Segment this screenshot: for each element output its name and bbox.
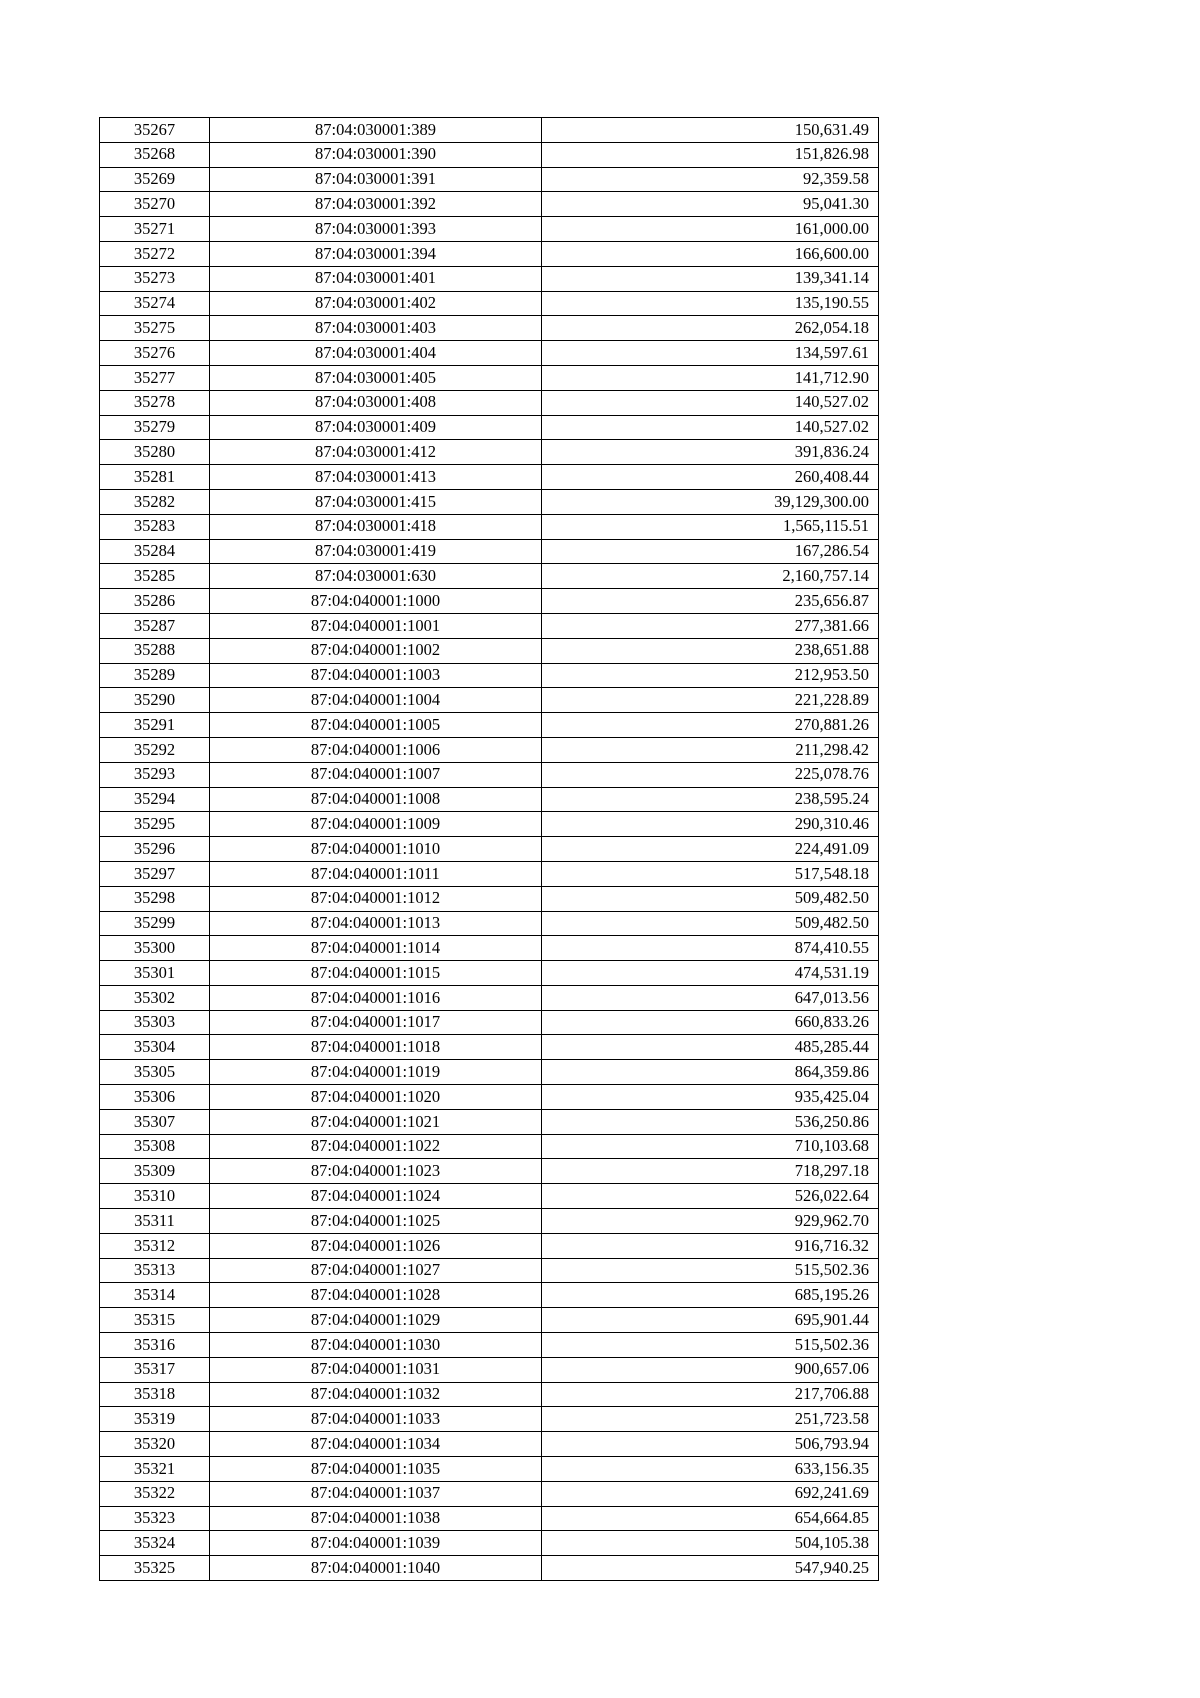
cadastral-number-cell: 87:04:040001:1035 <box>210 1457 542 1482</box>
value-cell: 235,656.87 <box>542 589 879 614</box>
row-number-cell: 35310 <box>100 1184 210 1209</box>
row-number-cell: 35276 <box>100 341 210 366</box>
row-number-cell: 35287 <box>100 613 210 638</box>
value-cell: 212,953.50 <box>542 663 879 688</box>
table-row <box>100 688 879 713</box>
value-cell: 135,190.55 <box>542 291 879 316</box>
cadastral-number-cell: 87:04:040001:1039 <box>210 1531 542 1556</box>
value-cell: 238,595.24 <box>542 787 879 812</box>
table-row <box>100 192 879 217</box>
value-cell: 2,160,757.14 <box>542 564 879 589</box>
cadastral-number-cell: 87:04:040001:1007 <box>210 762 542 787</box>
value-cell: 277,381.66 <box>542 613 879 638</box>
row-number-cell: 35272 <box>100 241 210 266</box>
value-cell: 92,359.58 <box>542 167 879 192</box>
value-cell: 509,482.50 <box>542 886 879 911</box>
row-number-cell: 35297 <box>100 861 210 886</box>
table-row <box>100 465 879 490</box>
row-number-cell: 35325 <box>100 1556 210 1581</box>
cadastral-number-cell: 87:04:040001:1017 <box>210 1010 542 1035</box>
table-row <box>100 1283 879 1308</box>
cadastral-number-cell: 87:04:030001:418 <box>210 514 542 539</box>
value-cell: 39,129,300.00 <box>542 489 879 514</box>
row-number-cell: 35269 <box>100 167 210 192</box>
cadastral-number-cell: 87:04:030001:415 <box>210 489 542 514</box>
cadastral-number-cell: 87:04:040001:1037 <box>210 1481 542 1506</box>
value-cell: 391,836.24 <box>542 440 879 465</box>
table-row <box>100 812 879 837</box>
cadastral-number-cell: 87:04:030001:405 <box>210 365 542 390</box>
row-number-cell: 35290 <box>100 688 210 713</box>
table-row <box>100 489 879 514</box>
table-row <box>100 663 879 688</box>
cadastral-number-cell: 87:04:040001:1038 <box>210 1506 542 1531</box>
cadastral-number-cell: 87:04:040001:1019 <box>210 1060 542 1085</box>
table-row <box>100 217 879 242</box>
cadastral-number-cell: 87:04:030001:402 <box>210 291 542 316</box>
row-number-cell: 35322 <box>100 1481 210 1506</box>
table-row <box>100 142 879 167</box>
cadastral-number-cell: 87:04:040001:1003 <box>210 663 542 688</box>
table-row <box>100 886 879 911</box>
value-cell: 474,531.19 <box>542 961 879 986</box>
cadastral-number-cell: 87:04:040001:1012 <box>210 886 542 911</box>
table-row <box>100 1085 879 1110</box>
row-number-cell: 35273 <box>100 266 210 291</box>
cadastral-number-cell: 87:04:030001:409 <box>210 415 542 440</box>
table-row <box>100 787 879 812</box>
row-number-cell: 35302 <box>100 985 210 1010</box>
table-row <box>100 837 879 862</box>
row-number-cell: 35282 <box>100 489 210 514</box>
table-row <box>100 118 879 143</box>
cadastral-number-cell: 87:04:040001:1020 <box>210 1085 542 1110</box>
value-cell: 251,723.58 <box>542 1407 879 1432</box>
value-cell: 526,022.64 <box>542 1184 879 1209</box>
table-row <box>100 1407 879 1432</box>
value-cell: 710,103.68 <box>542 1134 879 1159</box>
cadastral-number-cell: 87:04:030001:390 <box>210 142 542 167</box>
row-number-cell: 35309 <box>100 1159 210 1184</box>
table-row <box>100 737 879 762</box>
table-row <box>100 961 879 986</box>
cadastral-number-cell: 87:04:040001:1001 <box>210 613 542 638</box>
row-number-cell: 35306 <box>100 1085 210 1110</box>
cadastral-number-cell: 87:04:040001:1034 <box>210 1432 542 1457</box>
table-row <box>100 365 879 390</box>
value-cell: 151,826.98 <box>542 142 879 167</box>
row-number-cell: 35307 <box>100 1109 210 1134</box>
table-row <box>100 613 879 638</box>
value-cell: 515,502.36 <box>542 1258 879 1283</box>
table-row <box>100 1531 879 1556</box>
table-row <box>100 911 879 936</box>
table-row <box>100 638 879 663</box>
table-row <box>100 1060 879 1085</box>
cadastral-number-cell: 87:04:030001:391 <box>210 167 542 192</box>
table-row <box>100 291 879 316</box>
row-number-cell: 35323 <box>100 1506 210 1531</box>
table-row <box>100 390 879 415</box>
value-cell: 916,716.32 <box>542 1233 879 1258</box>
value-cell: 217,706.88 <box>542 1382 879 1407</box>
cadastral-number-cell: 87:04:040001:1025 <box>210 1209 542 1234</box>
cadastral-number-cell: 87:04:040001:1021 <box>210 1109 542 1134</box>
row-number-cell: 35288 <box>100 638 210 663</box>
row-number-cell: 35291 <box>100 713 210 738</box>
value-cell: 161,000.00 <box>542 217 879 242</box>
value-cell: 166,600.00 <box>542 241 879 266</box>
row-number-cell: 35270 <box>100 192 210 217</box>
table-row <box>100 415 879 440</box>
row-number-cell: 35278 <box>100 390 210 415</box>
row-number-cell: 35289 <box>100 663 210 688</box>
value-cell: 864,359.86 <box>542 1060 879 1085</box>
row-number-cell: 35311 <box>100 1209 210 1234</box>
value-cell: 654,664.85 <box>542 1506 879 1531</box>
row-number-cell: 35305 <box>100 1060 210 1085</box>
cadastral-number-cell: 87:04:040001:1028 <box>210 1283 542 1308</box>
value-cell: 900,657.06 <box>542 1357 879 1382</box>
cadastral-number-cell: 87:04:040001:1000 <box>210 589 542 614</box>
row-number-cell: 35303 <box>100 1010 210 1035</box>
cadastral-number-cell: 87:04:040001:1031 <box>210 1357 542 1382</box>
value-cell: 238,651.88 <box>542 638 879 663</box>
row-number-cell: 35298 <box>100 886 210 911</box>
cadastral-number-cell: 87:04:040001:1024 <box>210 1184 542 1209</box>
cadastral-number-cell: 87:04:030001:404 <box>210 341 542 366</box>
table-row <box>100 1432 879 1457</box>
cadastral-number-cell: 87:04:030001:393 <box>210 217 542 242</box>
cadastral-number-cell: 87:04:040001:1027 <box>210 1258 542 1283</box>
row-number-cell: 35268 <box>100 142 210 167</box>
row-number-cell: 35286 <box>100 589 210 614</box>
cadastral-number-cell: 87:04:040001:1009 <box>210 812 542 837</box>
value-cell: 140,527.02 <box>542 390 879 415</box>
table-row <box>100 1308 879 1333</box>
value-cell: 874,410.55 <box>542 936 879 961</box>
cadastral-number-cell: 87:04:040001:1029 <box>210 1308 542 1333</box>
cadastral-number-cell: 87:04:040001:1018 <box>210 1035 542 1060</box>
cadastral-number-cell: 87:04:030001:413 <box>210 465 542 490</box>
cadastral-number-cell: 87:04:040001:1014 <box>210 936 542 961</box>
cadastral-number-cell: 87:04:030001:389 <box>210 118 542 143</box>
row-number-cell: 35281 <box>100 465 210 490</box>
row-number-cell: 35293 <box>100 762 210 787</box>
table-row <box>100 167 879 192</box>
table-row <box>100 861 879 886</box>
value-cell: 262,054.18 <box>542 316 879 341</box>
row-number-cell: 35315 <box>100 1308 210 1333</box>
value-cell: 515,502.36 <box>542 1333 879 1358</box>
value-cell: 290,310.46 <box>542 812 879 837</box>
value-cell: 140,527.02 <box>542 415 879 440</box>
value-cell: 660,833.26 <box>542 1010 879 1035</box>
cadastral-number-cell: 87:04:040001:1023 <box>210 1159 542 1184</box>
table-row <box>100 266 879 291</box>
table-row <box>100 1333 879 1358</box>
table-row <box>100 762 879 787</box>
cadastral-number-cell: 87:04:030001:394 <box>210 241 542 266</box>
value-cell: 134,597.61 <box>542 341 879 366</box>
row-number-cell: 35274 <box>100 291 210 316</box>
cadastral-number-cell: 87:04:030001:419 <box>210 539 542 564</box>
table-row <box>100 539 879 564</box>
table-row <box>100 936 879 961</box>
cadastral-number-cell: 87:04:030001:408 <box>210 390 542 415</box>
row-number-cell: 35299 <box>100 911 210 936</box>
row-number-cell: 35279 <box>100 415 210 440</box>
table-row <box>100 1457 879 1482</box>
row-number-cell: 35300 <box>100 936 210 961</box>
cadastral-number-cell: 87:04:040001:1030 <box>210 1333 542 1358</box>
row-number-cell: 35316 <box>100 1333 210 1358</box>
value-cell: 485,285.44 <box>542 1035 879 1060</box>
row-number-cell: 35292 <box>100 737 210 762</box>
value-cell: 718,297.18 <box>542 1159 879 1184</box>
row-number-cell: 35304 <box>100 1035 210 1060</box>
table-row <box>100 514 879 539</box>
cadastral-number-cell: 87:04:040001:1032 <box>210 1382 542 1407</box>
value-cell: 633,156.35 <box>542 1457 879 1482</box>
row-number-cell: 35321 <box>100 1457 210 1482</box>
table-row <box>100 985 879 1010</box>
row-number-cell: 35319 <box>100 1407 210 1432</box>
value-cell: 547,940.25 <box>542 1556 879 1581</box>
row-number-cell: 35318 <box>100 1382 210 1407</box>
value-cell: 647,013.56 <box>542 985 879 1010</box>
table-row <box>100 1134 879 1159</box>
value-cell: 167,286.54 <box>542 539 879 564</box>
value-cell: 509,482.50 <box>542 911 879 936</box>
cadastral-number-cell: 87:04:040001:1022 <box>210 1134 542 1159</box>
table-row <box>100 1506 879 1531</box>
value-cell: 141,712.90 <box>542 365 879 390</box>
table-row <box>100 589 879 614</box>
value-cell: 95,041.30 <box>542 192 879 217</box>
cadastral-number-cell: 87:04:040001:1010 <box>210 837 542 862</box>
row-number-cell: 35295 <box>100 812 210 837</box>
value-cell: 685,195.26 <box>542 1283 879 1308</box>
row-number-cell: 35312 <box>100 1233 210 1258</box>
table-row <box>100 713 879 738</box>
cadastral-number-cell: 87:04:040001:1005 <box>210 713 542 738</box>
cadastral-number-cell: 87:04:040001:1002 <box>210 638 542 663</box>
value-cell: 260,408.44 <box>542 465 879 490</box>
value-cell: 506,793.94 <box>542 1432 879 1457</box>
row-number-cell: 35294 <box>100 787 210 812</box>
cadastral-number-cell: 87:04:040001:1008 <box>210 787 542 812</box>
value-cell: 270,881.26 <box>542 713 879 738</box>
table-row <box>100 440 879 465</box>
table-row <box>100 1556 879 1581</box>
cadastral-number-cell: 87:04:040001:1004 <box>210 688 542 713</box>
cadastral-number-cell: 87:04:040001:1033 <box>210 1407 542 1432</box>
cadastral-number-cell: 87:04:030001:412 <box>210 440 542 465</box>
cadastral-number-cell: 87:04:040001:1011 <box>210 861 542 886</box>
table-row <box>100 1481 879 1506</box>
cadastral-number-cell: 87:04:030001:392 <box>210 192 542 217</box>
cadastral-number-cell: 87:04:040001:1026 <box>210 1233 542 1258</box>
table-body <box>100 118 879 1581</box>
table-row <box>100 1233 879 1258</box>
row-number-cell: 35283 <box>100 514 210 539</box>
cadastral-number-cell: 87:04:030001:403 <box>210 316 542 341</box>
value-cell: 139,341.14 <box>542 266 879 291</box>
table-row <box>100 1258 879 1283</box>
value-cell: 225,078.76 <box>542 762 879 787</box>
row-number-cell: 35314 <box>100 1283 210 1308</box>
table-row <box>100 241 879 266</box>
value-cell: 504,105.38 <box>542 1531 879 1556</box>
value-cell: 221,228.89 <box>542 688 879 713</box>
value-cell: 692,241.69 <box>542 1481 879 1506</box>
value-cell: 536,250.86 <box>542 1109 879 1134</box>
table-row <box>100 1209 879 1234</box>
row-number-cell: 35313 <box>100 1258 210 1283</box>
row-number-cell: 35285 <box>100 564 210 589</box>
row-number-cell: 35280 <box>100 440 210 465</box>
table-row <box>100 1357 879 1382</box>
table-row <box>100 341 879 366</box>
table-row <box>100 1109 879 1134</box>
table-row <box>100 316 879 341</box>
row-number-cell: 35275 <box>100 316 210 341</box>
table-row <box>100 1010 879 1035</box>
cadastral-number-cell: 87:04:040001:1016 <box>210 985 542 1010</box>
row-number-cell: 35284 <box>100 539 210 564</box>
row-number-cell: 35320 <box>100 1432 210 1457</box>
cadastral-number-cell: 87:04:030001:401 <box>210 266 542 291</box>
table-row <box>100 564 879 589</box>
row-number-cell: 35267 <box>100 118 210 143</box>
value-cell: 224,491.09 <box>542 837 879 862</box>
row-number-cell: 35301 <box>100 961 210 986</box>
cadastral-number-cell: 87:04:040001:1040 <box>210 1556 542 1581</box>
row-number-cell: 35277 <box>100 365 210 390</box>
value-cell: 211,298.42 <box>542 737 879 762</box>
row-number-cell: 35308 <box>100 1134 210 1159</box>
table-row <box>100 1159 879 1184</box>
value-cell: 150,631.49 <box>542 118 879 143</box>
table-row <box>100 1382 879 1407</box>
table-row <box>100 1035 879 1060</box>
value-cell: 517,548.18 <box>542 861 879 886</box>
data-table <box>99 117 879 1581</box>
value-cell: 935,425.04 <box>542 1085 879 1110</box>
row-number-cell: 35271 <box>100 217 210 242</box>
row-number-cell: 35296 <box>100 837 210 862</box>
cadastral-number-cell: 87:04:030001:630 <box>210 564 542 589</box>
cadastral-number-cell: 87:04:040001:1013 <box>210 911 542 936</box>
table-row <box>100 1184 879 1209</box>
value-cell: 695,901.44 <box>542 1308 879 1333</box>
row-number-cell: 35324 <box>100 1531 210 1556</box>
cadastral-number-cell: 87:04:040001:1006 <box>210 737 542 762</box>
cadastral-number-cell: 87:04:040001:1015 <box>210 961 542 986</box>
value-cell: 1,565,115.51 <box>542 514 879 539</box>
row-number-cell: 35317 <box>100 1357 210 1382</box>
value-cell: 929,962.70 <box>542 1209 879 1234</box>
